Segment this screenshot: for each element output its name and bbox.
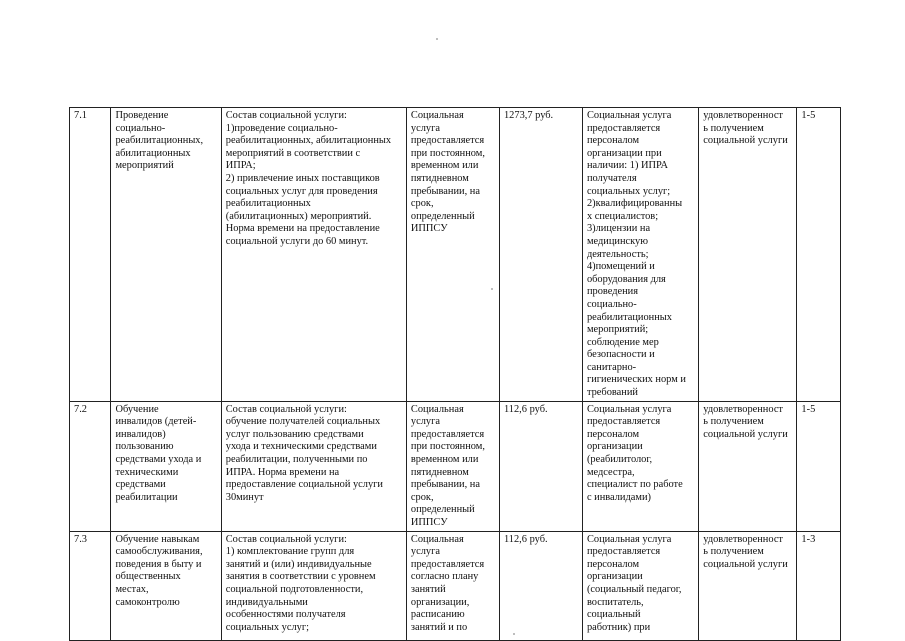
scan-speck <box>436 38 438 40</box>
service-content: Состав социальной услуги: обучение получателей социальных услуг пользованию средствами ухода и техническими средствами реабилитации, полученными по ИПРА. Норма времени на предоставление социальной услуги 30минут <box>221 401 406 531</box>
service-quality-indicator: удовлетворенност ь получением социальной услуги <box>699 108 797 402</box>
table-row <box>70 531 841 640</box>
service-score: 1-5 <box>797 401 841 531</box>
service-content: Состав социальной услуги: 1) комплектование групп для занятий и (или) индивидуальные занятия в соответствии с уровнем социальной подготовленности, индивидуальными особенностями получателя социальных услуг; <box>221 531 406 640</box>
service-conditions: Социальная услуга предоставляется персоналом организации (реабилитолог, медсестра, специалист по работе с инвалидами) <box>582 401 698 531</box>
service-name: Обучение инвалидов (детей- инвалидов) пользованию средствами ухода и техническими средствами реабилитации <box>111 401 221 531</box>
service-conditions: Социальная услуга предоставляется персоналом организации (социальный педагог, воспитатель, социальный работник) при <box>582 531 698 640</box>
service-name: Проведение социально- реабилитационных, абилитационных мероприятий <box>111 108 221 402</box>
service-tariff: 112,6 руб. <box>499 531 582 640</box>
service-conditions: Социальная услуга предоставляется персоналом организации при наличии: 1) ИПРА получателя социальных услуг; 2)квалифицированны х специалистов; 3)лицензии на медицинскую деятельность; 4)помещений и оборудования для проведения социально- реабилитационных мероприятий; соблюдение мер безопасности и санитарно- гигиенических норм и требований <box>582 108 698 402</box>
service-score: 1-5 <box>797 108 841 402</box>
service-terms: Социальная услуга предоставляется согласно плану занятий организации, расписанию занятий и по <box>406 531 499 640</box>
service-terms: Социальная услуга предоставляется при постоянном, временном или пятидневном пребывании, на срок, определенный ИППСУ <box>406 108 499 402</box>
service-quality-indicator: удовлетворенност ь получением социальной услуги <box>699 531 797 640</box>
service-content: Состав социальной услуги: 1)проведение социально- реабилитационных, абилитационных мероприятий в соответствии с ИПРА; 2) привлечение иных поставщиков социальных услуг для проведения реабилитационных (абилитационных) мероприятий. Норма времени на предоставление социальной услуги до 60 минут. <box>221 108 406 402</box>
table-row <box>70 108 841 402</box>
service-score: 1-3 <box>797 531 841 640</box>
service-number: 7.2 <box>70 401 111 531</box>
social-services-table <box>69 107 841 641</box>
service-tariff: 1273,7 руб. <box>499 108 582 402</box>
service-number: 7.1 <box>70 108 111 402</box>
service-quality-indicator: удовлетворенност ь получением социальной услуги <box>699 401 797 531</box>
service-name: Обучение навыкам самообслуживания, поведения в быту и общественных местах, самоконтролю <box>111 531 221 640</box>
service-terms: Социальная услуга предоставляется при постоянном, временном или пятидневном пребывании, на срок, определенный ИППСУ <box>406 401 499 531</box>
table-row <box>70 401 841 531</box>
service-tariff: 112,6 руб. <box>499 401 582 531</box>
service-number: 7.3 <box>70 531 111 640</box>
